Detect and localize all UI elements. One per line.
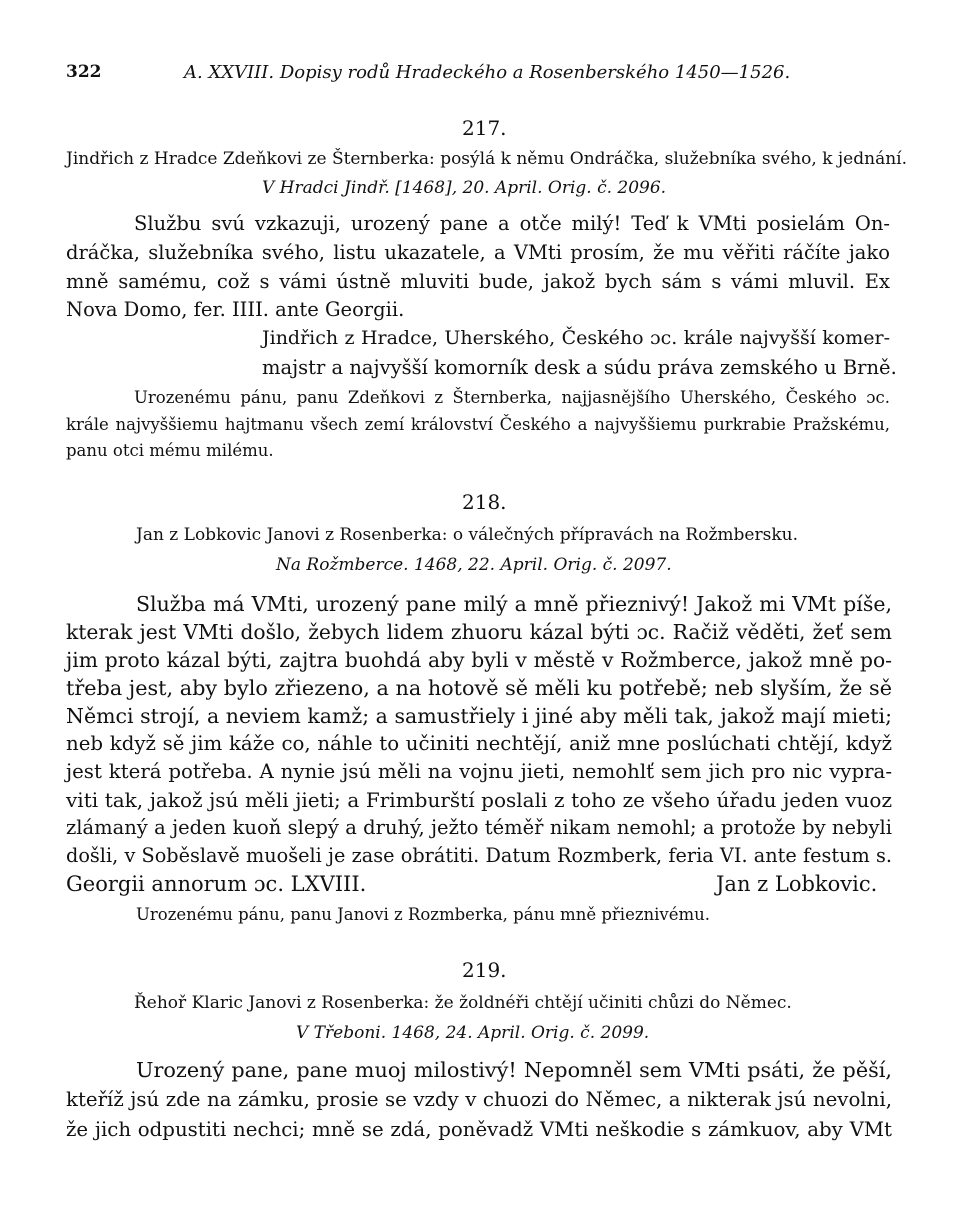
address-line: Urozenému pánu, panu Janovi z Rozmberka, pánu mně přieznivému. (136, 905, 711, 924)
letter-summary: Řehoř Klaric Janovi z Rosenberka: že žoldnéři chtějí učiniti chůzi do Němec. (134, 993, 792, 1013)
address-line: panu otci mému milému. (66, 441, 274, 460)
running-header (66, 62, 900, 90)
body-line: kteříž jsú zde na zámku, prosie se vzdy v chuozi do Němec, a nikterak jsú nevolni, (66, 1088, 892, 1111)
body-line: Němci strojí, a neviem kamž; a samustřiely i jiné aby měli tak, jakož mají mieti; (66, 704, 892, 728)
body-line: kterak jest VMti došlo, žebych lidem zhuoru kázal býti ɔc. Račiž věděti, žeť sem (66, 620, 892, 644)
signature-line: majstr a najvyšší komorník desk a súdu práva zemského u Brně. (262, 356, 897, 379)
letter-summary: Jan z Lobkovic Janovi z Rosenberka: o válečných přípravách na Rožmbersku. (136, 525, 798, 545)
letter-number: 217. (462, 116, 507, 140)
body-line: Službu svú vzkazuji, urozený pane a otče milý! Teď k VMti posielám On- (134, 212, 890, 235)
body-line: Georgii annorum ɔc. LXVIII. (66, 872, 367, 896)
body-line: jest která potřeba. A nynie jsú měli na vojnu jieti, nemohlť sem jich pro nic vypra- (66, 760, 892, 783)
body-line: jim proto kázal býti, zajtra buohdá aby byli v městě v Rožmberce, jakož mně po- (66, 648, 892, 672)
letter-date: V Hradci Jindř. [1468], 20. April. Orig. č. 2096. (262, 178, 667, 198)
address-line: Urozenému pánu, panu Zdeňkovi z Šternberka, najjasnějšího Uherského, Českého ɔc. (134, 388, 890, 407)
letter-number: 219. (462, 958, 507, 982)
signature-line: Jindřich z Hradce, Uherského, Českého ɔc. krále najvyšší komer- (262, 327, 890, 349)
body-line: neb když sě jim káže co, náhle to učiniti nechtějí, aniž mne poslúchati chtějí, když (66, 732, 892, 755)
body-line: Služba má VMti, urozený pane milý a mně přieznivý! Jakož mi VMt píše, (136, 592, 892, 616)
address-line: krále najvyššiemu hajtmanu všech zemí království Českého a najvyššiemu purkrabie Pražskému, (66, 415, 890, 434)
letter-date: Na Rožmberce. 1468, 22. April. Orig. č. 2097. (276, 555, 672, 575)
page-number: 322 (66, 62, 102, 82)
body-line: že jich odpustiti nechci; mně se zdá, poněvadž VMti neškodie s zámkuov, aby VMt (66, 1118, 892, 1141)
letter-date: V Třeboni. 1468, 24. April. Orig. č. 2099. (296, 1023, 650, 1043)
body-line: viti tak, jakož jsú měli jieti; a Frimburští poslali z toho ze všeho úřadu jeden vuoz (66, 788, 892, 812)
body-line: došli, v Soběslavě muošeli je zase obrátiti. Datum Rozmberk, feria VI. ante festum s. (66, 844, 892, 867)
body-line: Nova Domo, fer. IIII. ante Georgii. (66, 298, 405, 321)
letter-summary: Jindřich z Hradce Zdeňkovi ze Šternberka: posýlá k němu Ondráčka, služebníka svého, k jednání. (66, 149, 908, 169)
letter-number: 218. (462, 490, 507, 514)
body-line: Urozený pane, pane muoj milostivý! Nepomněl sem VMti psáti, že pěší, (136, 1058, 892, 1082)
signature: Jan z Lobkovic. (716, 872, 878, 896)
body-line: třeba jest, aby bylo zřiezeno, a na hotově sě měli ku potřebě; neb slyším, že sě (66, 676, 892, 700)
body-line: zlámaný a jeden kuoň slepý a druhý, ježto téměř nikam nemohl; a protože by nebyli (66, 816, 892, 839)
running-title: A. XXVIII. Dopisy rodů Hradeckého a Rosenberského 1450—1526. (184, 62, 791, 83)
body-line: mně samému, což s vámi ústně mluviti bude, jakož bych sám s vámi mluvil. Ex (66, 270, 890, 293)
body-line: dráčka, služebníka svého, listu ukazatele, a VMti prosím, že mu věřiti ráčíte jako (66, 241, 890, 264)
